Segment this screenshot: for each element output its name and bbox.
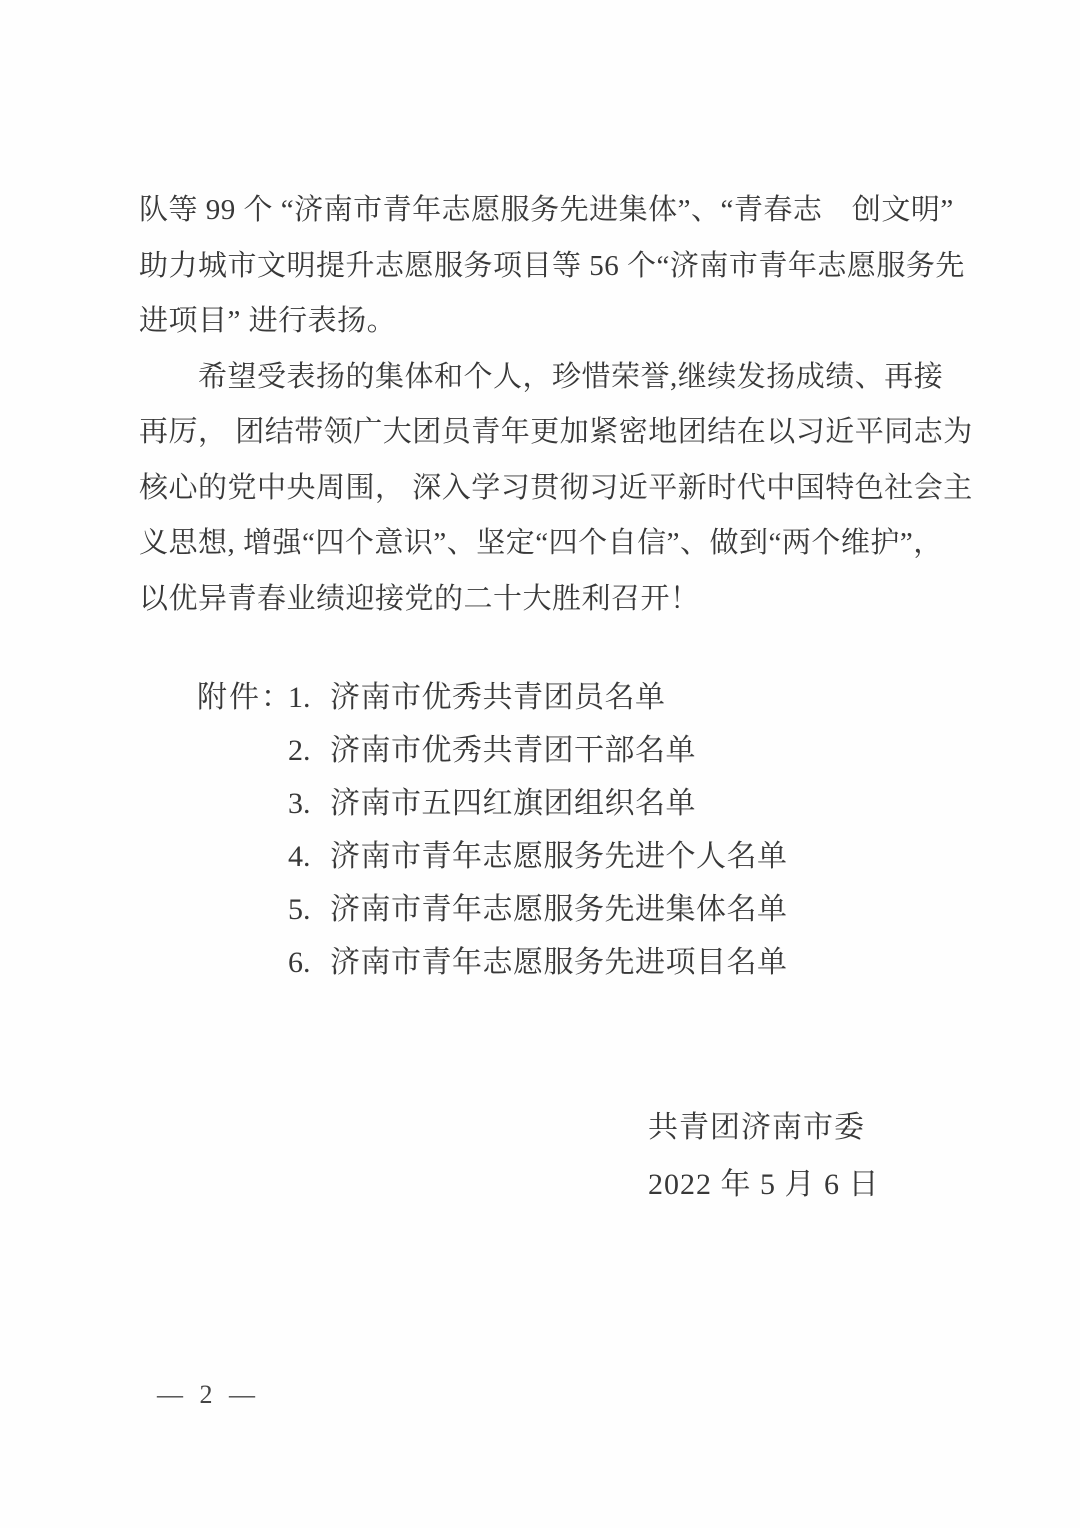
attachment-item	[197, 830, 788, 883]
attachment-item	[197, 883, 788, 936]
attachment-item	[197, 724, 788, 777]
attachment-item-title: 济南市优秀共青团员名单	[330, 681, 666, 714]
paragraph-line: 以优异青春业绩迎接党的二十大胜利召开！	[139, 582, 700, 615]
attachment-item	[197, 777, 788, 830]
attachment-item-title: 济南市青年志愿服务先进集体名单	[330, 893, 788, 926]
paragraph-line: 队等 99 个 “济南市青年志愿服务先进集体”、“青春志 创文明”	[139, 194, 954, 226]
paragraph-line: 助力城市文明提升志愿服务项目等 56 个“济南市青年志愿服务先	[139, 249, 965, 282]
paragraph-line: 进项目” 进行表扬。	[139, 305, 397, 337]
signature-org: 共青团济南市委	[648, 1111, 865, 1144]
attachments-section	[197, 671, 788, 989]
attachment-item-number: 5.	[288, 893, 311, 926]
attachment-item	[197, 671, 788, 724]
attachments-label: 附件：	[197, 681, 293, 714]
attachment-item-title: 济南市优秀共青团干部名单	[330, 734, 696, 767]
paragraph-line: 希望受表扬的集体和个人，珍惜荣誉,继续发扬成绩、再接	[198, 360, 944, 393]
attachment-item-number: 6.	[288, 946, 311, 979]
page-number: — 2 —	[157, 1380, 260, 1409]
attachment-item-title: 济南市五四红旗团组织名单	[330, 787, 696, 820]
paragraph-line: 核心的党中央周围， 深入学习贯彻习近平新时代中国特色社会主	[139, 471, 973, 504]
attachment-item-number: 4.	[288, 840, 311, 873]
paragraph-line: 义思想, 增强“四个意识”、坚定“四个自信”、做到“两个维护”，	[139, 527, 943, 559]
signature-block	[648, 1099, 880, 1213]
attachment-item	[197, 936, 788, 989]
signature-date: 2022 年 5 月 6 日	[648, 1168, 880, 1201]
attachment-item-number: 3.	[288, 787, 311, 820]
attachment-item-number: 1.	[288, 681, 311, 714]
attachment-item-title: 济南市青年志愿服务先进项目名单	[330, 946, 788, 979]
attachment-item-title: 济南市青年志愿服务先进个人名单	[330, 840, 788, 873]
body-text	[139, 183, 973, 627]
paragraph-line: 再厉， 团结带领广大团员青年更加紧密地团结在以习近平同志为	[139, 416, 973, 448]
attachment-item-number: 2.	[288, 734, 311, 767]
